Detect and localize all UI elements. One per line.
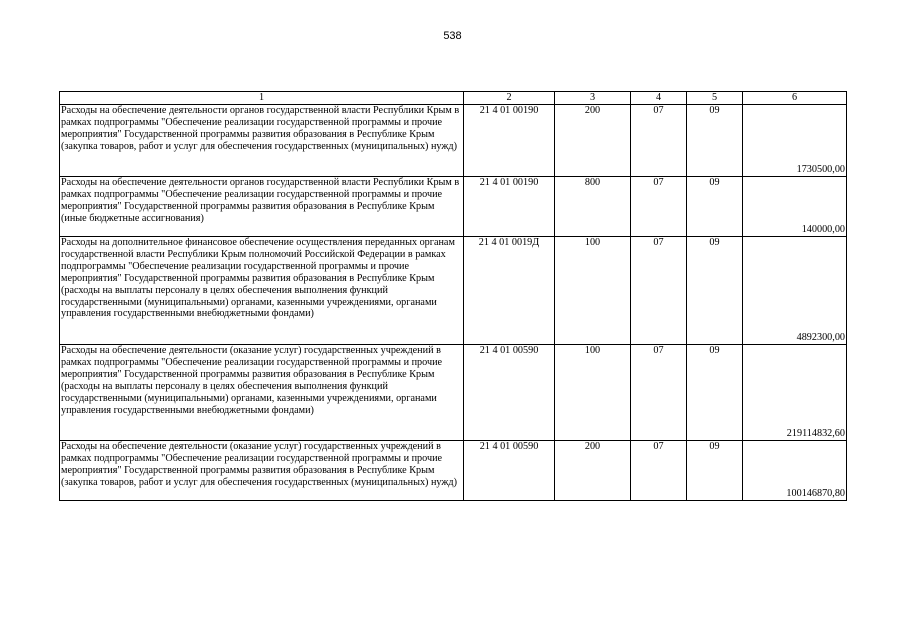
subsection-cell: 09 — [687, 177, 743, 237]
expense-type-cell: 800 — [555, 177, 631, 237]
section-cell: 07 — [631, 441, 687, 501]
amount-cell: 140000,00 — [743, 177, 847, 237]
table-row — [60, 237, 847, 345]
amount-cell: 100146870,80 — [743, 441, 847, 501]
table-header-row — [60, 92, 847, 105]
page-number: 538 — [443, 30, 462, 42]
table-row — [60, 345, 847, 441]
expense-type-cell: 200 — [555, 105, 631, 177]
expense-type-cell: 100 — [555, 345, 631, 441]
header-cell-col-6: 6 — [743, 92, 847, 105]
subsection-cell: 09 — [687, 345, 743, 441]
header-cell-col-1: 1 — [60, 92, 464, 105]
section-cell: 07 — [631, 177, 687, 237]
description-cell: Расходы на обеспечение деятельности (оказание услуг) государственных учреждений в рамках подпрограммы "Обеспечение реализации государственной программы и прочие мероприятия" Государственной программы развития образования в Республике Крым (расходы на выплаты персоналу в целях обеспечения выполнения функций государственными (муниципальными) органами, казенными учреждениями, органами управления государственными внебюджетными фондами) — [60, 345, 464, 441]
header-cell-col-2: 2 — [464, 92, 555, 105]
program-code-cell: 21 4 01 00590 — [464, 345, 555, 441]
header-cell-col-5: 5 — [687, 92, 743, 105]
description-cell: Расходы на обеспечение деятельности (оказание услуг) государственных учреждений в рамках подпрограммы "Обеспечение реализации государственной программы и прочие мероприятия" Государственной программы развития образования в Республике Крым (закупка товаров, работ и услуг для обеспечения государственных (муниципальных) нужд) — [60, 441, 464, 501]
section-cell: 07 — [631, 105, 687, 177]
program-code-cell: 21 4 01 00590 — [464, 441, 555, 501]
description-cell: Расходы на дополнительное финансовое обеспечение осуществления переданных органам государственной власти Республики Крым полномочий Российской Федерации в рамках подпрограммы "Обеспечение реализации государственной программы и прочие мероприятия" Государственной программы развития образования в Республике Крым (расходы на выплаты персоналу в целях обеспечения выполнения функций государственными (муниципальными) органами, казенными учреждениями, органами управления государственными внебюджетными фондами) — [60, 237, 464, 345]
amount-cell: 4892300,00 — [743, 237, 847, 345]
table-row — [60, 177, 847, 237]
subsection-cell: 09 — [687, 441, 743, 501]
description-cell: Расходы на обеспечение деятельности органов государственной власти Республики Крым в рамках подпрограммы "Обеспечение реализации государственной программы и прочие мероприятия" Государственной программы развития образования в Республике Крым (закупка товаров, работ и услуг для обеспечения государственных (муниципальных) нужд) — [60, 105, 464, 177]
header-cell-col-3: 3 — [555, 92, 631, 105]
budget-table — [59, 91, 847, 501]
program-code-cell: 21 4 01 00190 — [464, 177, 555, 237]
expense-type-cell: 200 — [555, 441, 631, 501]
subsection-cell: 09 — [687, 105, 743, 177]
section-cell: 07 — [631, 345, 687, 441]
section-cell: 07 — [631, 237, 687, 345]
expense-type-cell: 100 — [555, 237, 631, 345]
subsection-cell: 09 — [687, 237, 743, 345]
program-code-cell: 21 4 01 0019Д — [464, 237, 555, 345]
amount-cell: 1730500,00 — [743, 105, 847, 177]
description-cell: Расходы на обеспечение деятельности органов государственной власти Республики Крым в рамках подпрограммы "Обеспечение реализации государственной программы и прочие мероприятия" Государственной программы развития образования в Республике Крым (иные бюджетные ассигнования) — [60, 177, 464, 237]
program-code-cell: 21 4 01 00190 — [464, 105, 555, 177]
table-row — [60, 105, 847, 177]
table-row — [60, 441, 847, 501]
header-cell-col-4: 4 — [631, 92, 687, 105]
amount-cell: 219114832,60 — [743, 345, 847, 441]
